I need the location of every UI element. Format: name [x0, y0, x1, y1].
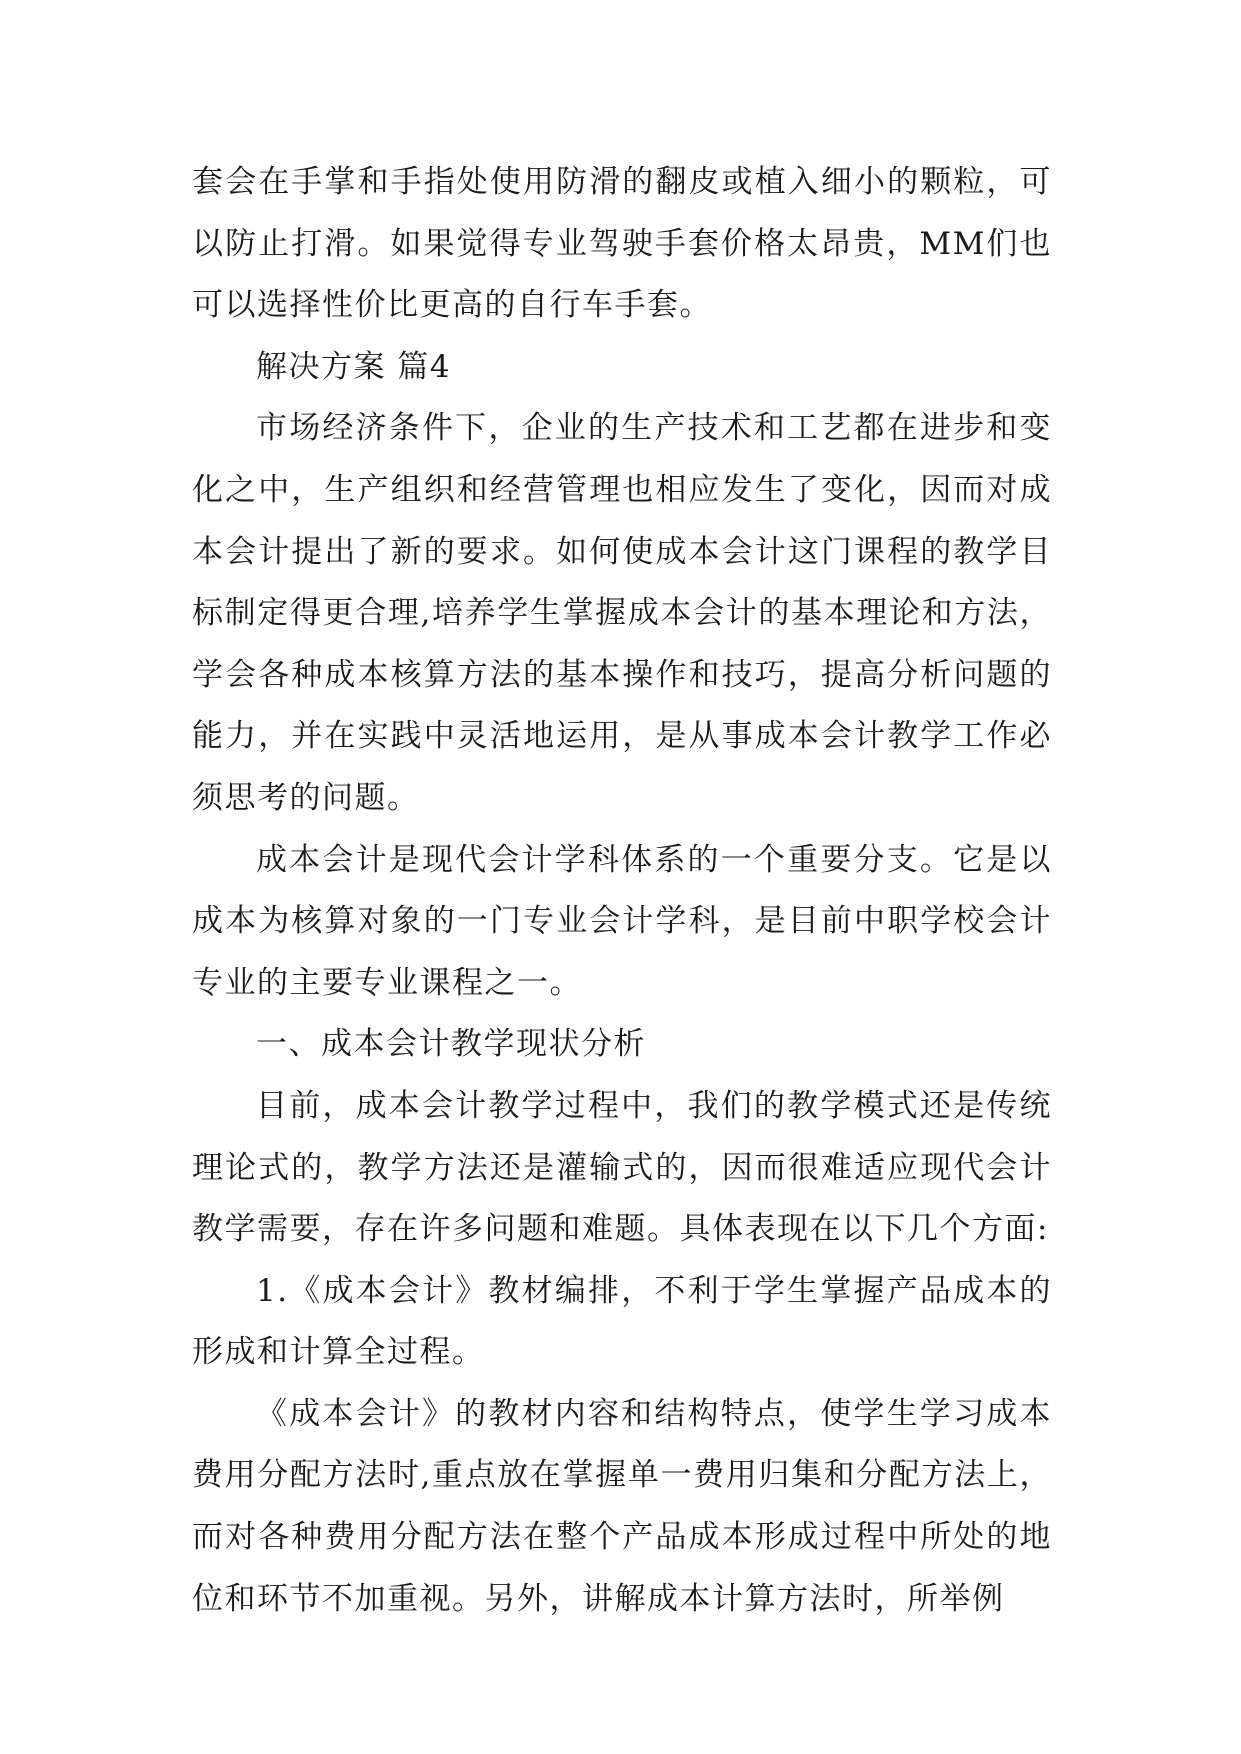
paragraph: 市场经济条件下，企业的生产技术和工艺都在进步和变化之中，生产组织和经营管理也相应发生了变化，因而对成本会计提出了新的要求。如何使成本会计这门课程的教学目标制定得更合理,培养学生掌握成本会计的基本理论和方法，学会各种成本核算方法的基本操作和技巧，提高分析问题的能力，并在实践中灵活地运用，是从事成本会计教学工作必须思考的问题。: [192, 410, 1052, 816]
paragraph: 《成本会计》的教材内容和结构特点，使学生学习成本费用分配方法时,重点放在掌握单一费用归集和分配方法上，而对各种费用分配方法在整个产品成本形成过程中所处的地位和环节不加重视。另外，讲解成本计算方法时，所举例: [192, 1395, 1052, 1617]
subsection-heading: 一、成本会计教学现状分析: [256, 1026, 646, 1063]
paragraph-continuation: 套会在手掌和手指处使用防滑的翻皮或植入细小的颗粒，可以防止打滑。如果觉得专业驾驶手套价格太昂贵，MM们也可以选择性价比更高的自行车手套。: [192, 164, 1052, 324]
paragraph: 目前，成本会计教学过程中，我们的教学模式还是传统理论式的，教学方法还是灌输式的，因而很难适应现代会计教学需要，存在许多问题和难题。具体表现在以下几个方面:: [192, 1087, 1052, 1248]
paragraph: 成本会计是现代会计学科体系的一个重要分支。它是以成本为核算对象的一门专业会计学科，是目前中职学校会计专业的主要专业课程之一。: [192, 841, 1052, 1001]
numbered-point: 1.《成本会计》教材编排，不利于学生掌握产品成本的形成和计算全过程。: [192, 1272, 1052, 1371]
section-heading: 解决方案 篇4: [256, 348, 452, 385]
document-body: [192, 152, 1052, 1630]
